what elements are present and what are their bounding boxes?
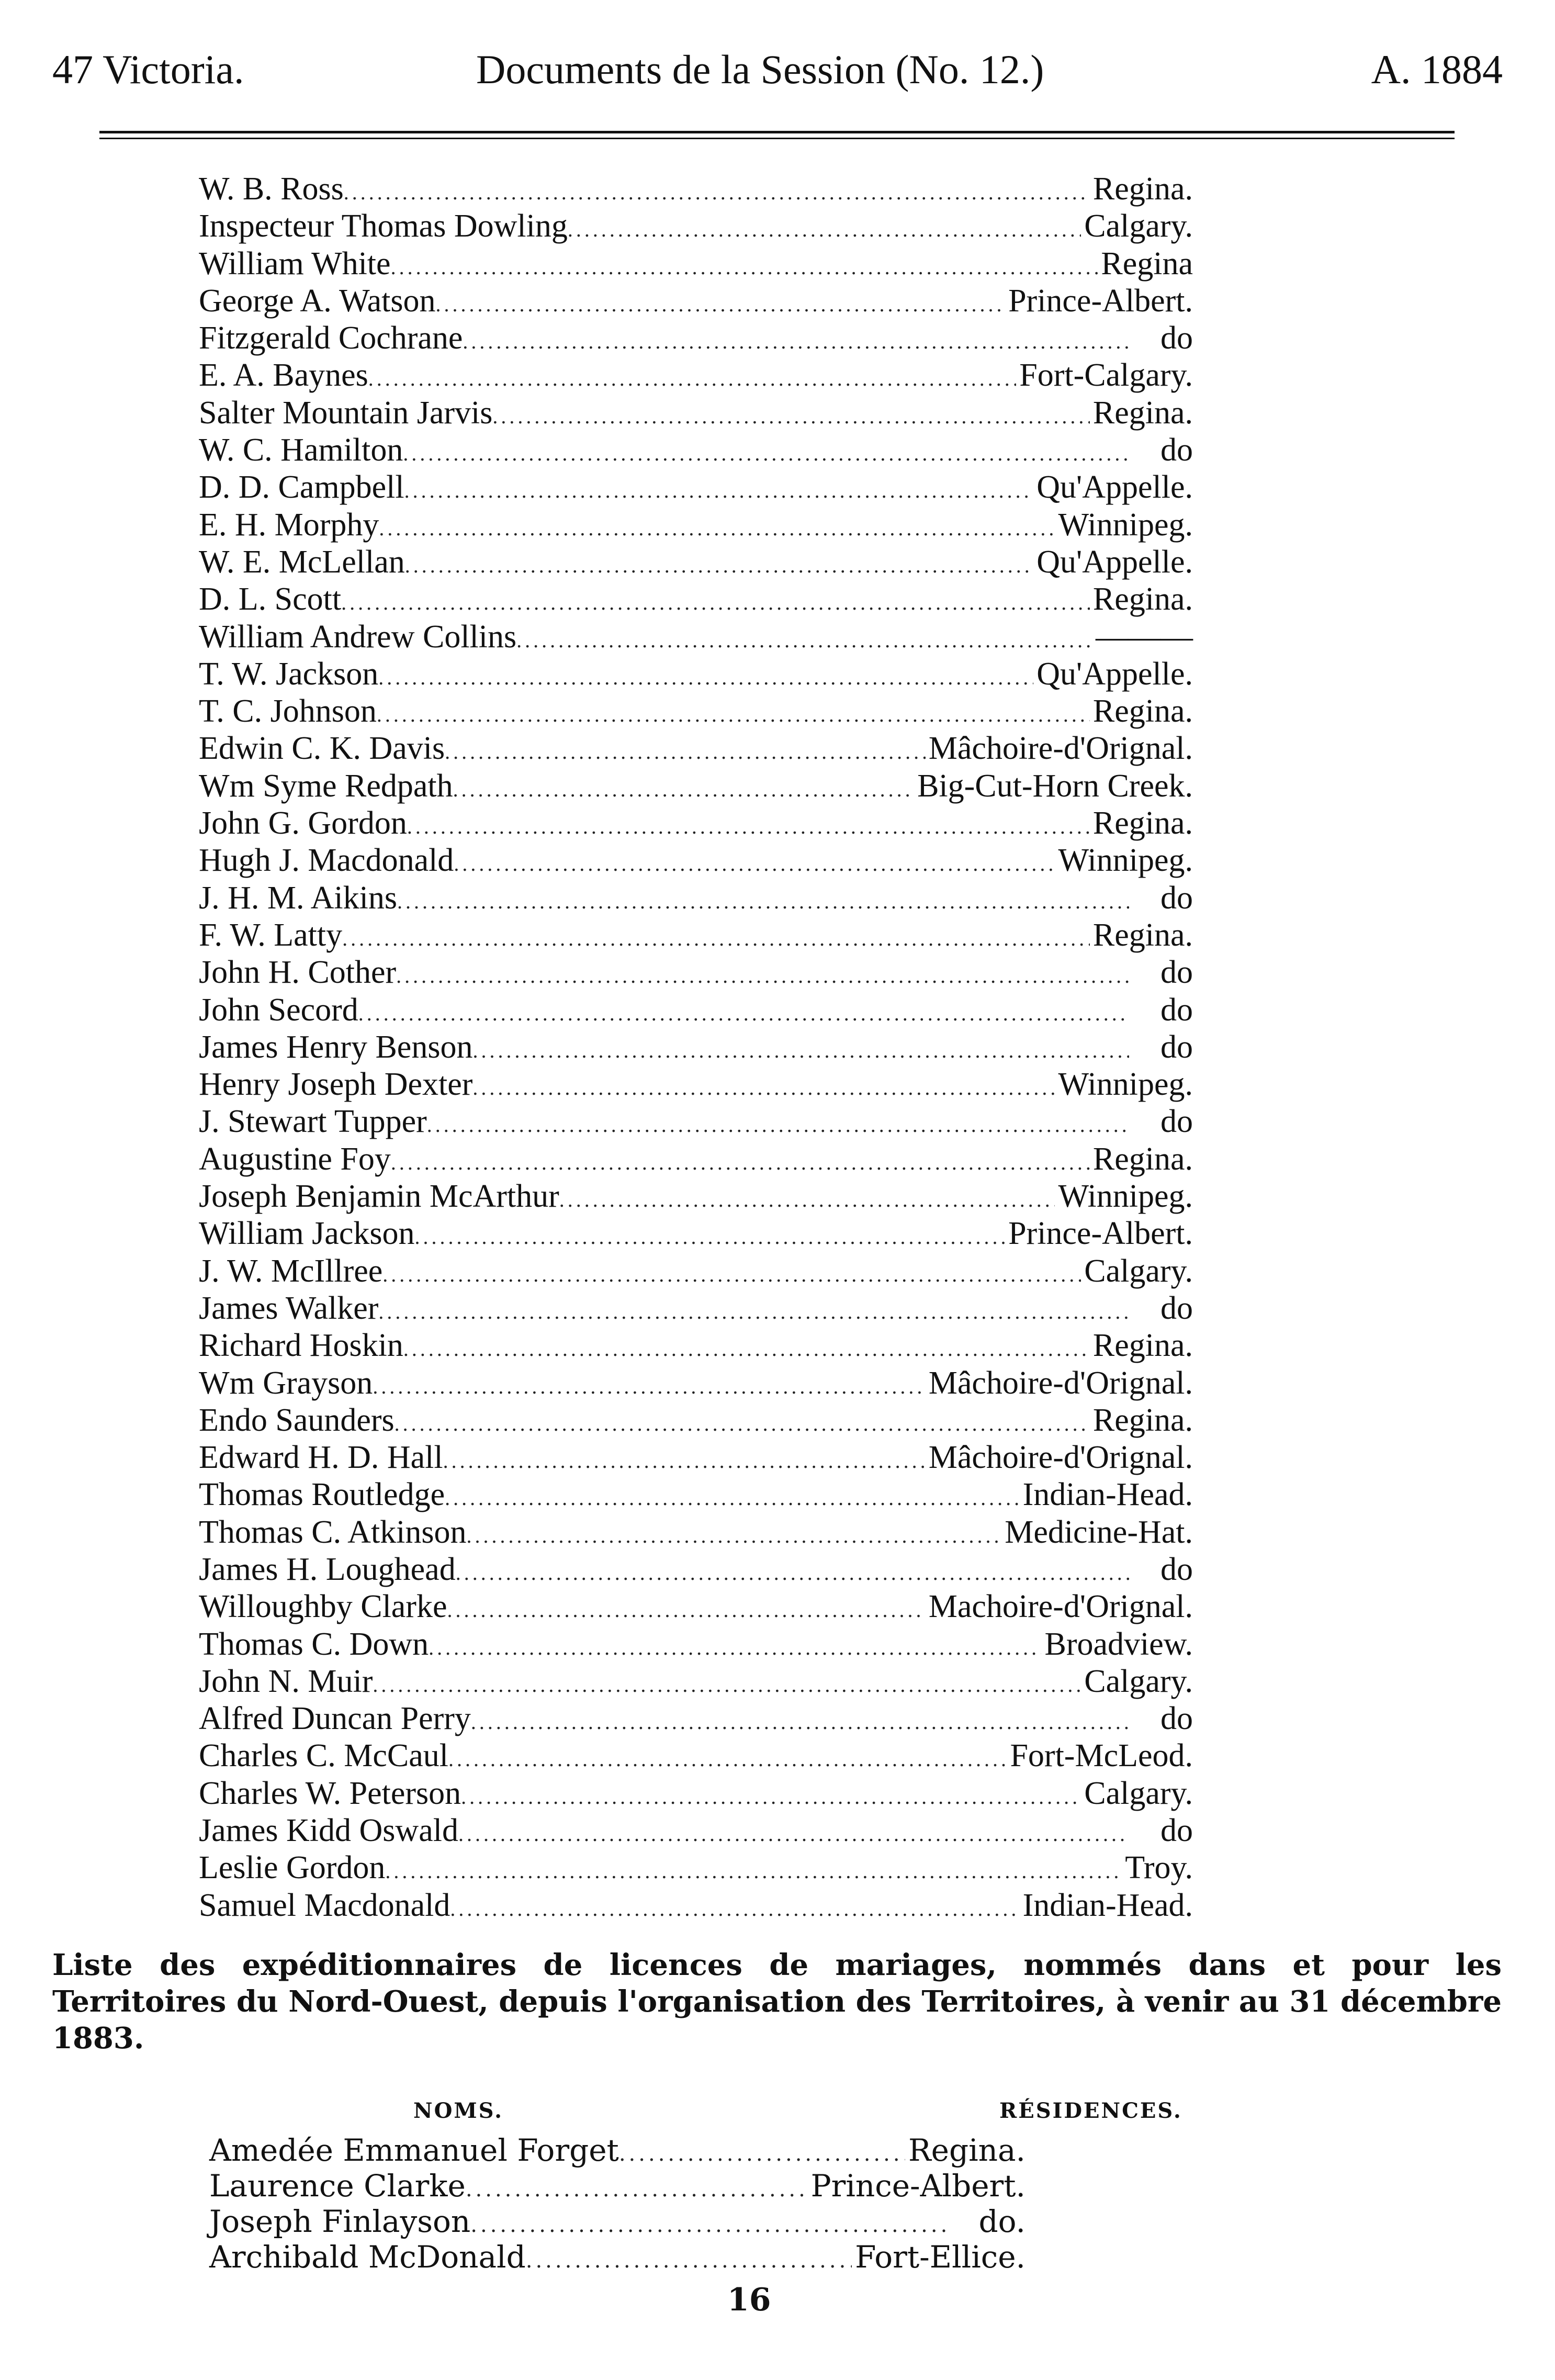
dot-leader — [463, 323, 1129, 360]
list-item — [199, 1327, 1193, 1364]
list-item — [199, 1066, 1193, 1103]
entry-name: John N. Muir — [199, 1663, 373, 1699]
entry-name: Samuel Macdonald — [199, 1887, 450, 1923]
list-item — [199, 1663, 1193, 1700]
entry-residence: ——— — [1096, 619, 1193, 655]
list-item — [199, 1626, 1193, 1663]
dot-leader — [379, 510, 1055, 547]
list-item — [199, 1551, 1193, 1588]
list-item — [199, 1514, 1193, 1551]
list-item — [199, 432, 1193, 469]
list-item — [199, 1253, 1193, 1290]
dot-leader — [516, 622, 1092, 659]
entry-residence: Winnipeg. — [1058, 1066, 1193, 1103]
dot-leader — [377, 696, 1090, 733]
dot-leader — [396, 957, 1129, 994]
list-item — [199, 1215, 1193, 1252]
entry-residence: do — [1160, 992, 1193, 1028]
entry-name: William Jackson — [199, 1216, 415, 1252]
header-rule — [99, 131, 1455, 133]
list-item — [199, 656, 1193, 693]
entry-residence: do — [1160, 1029, 1193, 1065]
entry-name: William Andrew Collins — [199, 619, 517, 655]
entry-residence: Calgary. — [1084, 1775, 1193, 1811]
list-item — [199, 581, 1193, 618]
list-item — [199, 1476, 1193, 1513]
entry-name: George A. Watson — [199, 283, 436, 319]
list-item — [199, 1029, 1193, 1066]
dot-leader — [378, 659, 1033, 696]
dot-leader — [619, 2136, 905, 2172]
list-item — [199, 1737, 1193, 1775]
issuer-list — [209, 2132, 1026, 2275]
entry-residence: do. — [978, 2204, 1026, 2239]
entry-residence: do — [1160, 955, 1193, 991]
entry-residence: do — [1160, 320, 1193, 356]
entry-residence: Winnipeg. — [1058, 507, 1193, 543]
list-item — [199, 245, 1193, 283]
entry-residence: Regina. — [1092, 805, 1193, 841]
entry-residence: Fort-Ellice. — [855, 2239, 1026, 2275]
list-item — [199, 693, 1193, 730]
list-item — [199, 1439, 1193, 1476]
entry-residence: do — [1160, 1551, 1193, 1587]
entry-residence: Qu'Appelle. — [1036, 469, 1193, 506]
dot-leader — [385, 1853, 1122, 1890]
entry-residence: do — [1160, 1701, 1193, 1737]
entry-residence: do — [1160, 880, 1193, 916]
dot-leader — [471, 1703, 1129, 1741]
dot-leader — [429, 1629, 1041, 1666]
dot-leader — [453, 771, 914, 808]
entry-residence: Mâchoire-d'Orignal. — [928, 731, 1193, 767]
dot-leader — [458, 1815, 1129, 1853]
dot-leader — [405, 547, 1034, 584]
entry-name: Henry Joseph Dexter — [199, 1066, 473, 1103]
entry-residence: Regina. — [1092, 1328, 1193, 1364]
list-item — [199, 1141, 1193, 1178]
dot-leader — [456, 1554, 1129, 1591]
entry-residence: Calgary. — [1084, 1253, 1193, 1289]
entry-residence: Troy. — [1125, 1850, 1193, 1886]
dot-leader — [344, 174, 1090, 211]
dot-leader — [382, 1256, 1081, 1293]
entry-residence: Regina. — [1092, 917, 1193, 953]
entry-name: D. D. Campbell — [199, 469, 404, 506]
dot-leader — [373, 1368, 925, 1405]
entry-name: D. L. Scott — [199, 581, 342, 618]
entry-residence: Fort-McLeod. — [1010, 1738, 1193, 1774]
entry-residence: Regina. — [1092, 581, 1193, 618]
entry-name: Charles W. Peterson — [199, 1775, 461, 1811]
entry-name: James H. Loughead — [199, 1551, 456, 1587]
dot-leader — [403, 1330, 1090, 1367]
entry-name: J. H. M. Aikins — [199, 880, 397, 916]
list-item — [199, 730, 1193, 767]
dot-leader — [472, 1032, 1129, 1069]
entry-residence: do — [1160, 432, 1193, 468]
list-item — [199, 768, 1193, 805]
entry-name: Thomas Routledge — [199, 1477, 445, 1513]
entry-name: Fitzgerald Cochrane — [199, 320, 463, 356]
dot-leader — [358, 995, 1129, 1032]
entry-name: T. W. Jackson — [199, 656, 379, 692]
dot-leader — [445, 1479, 1020, 1517]
entry-residence: Indian-Head. — [1022, 1477, 1193, 1513]
entry-name: Endo Saunders — [199, 1402, 395, 1438]
entry-name: E. H. Morphy — [199, 507, 379, 543]
entry-name: Joseph Benjamin McArthur — [199, 1178, 559, 1215]
dot-leader — [443, 1442, 926, 1479]
entry-residence: Qu'Appelle. — [1036, 544, 1193, 580]
entry-name: Salter Mountain Jarvis — [199, 395, 493, 431]
header-left: 47 Victoria. — [52, 47, 244, 92]
list-item — [199, 954, 1193, 991]
dot-leader — [436, 286, 1006, 323]
list-item — [199, 1365, 1193, 1402]
entry-name: James Henry Benson — [199, 1029, 473, 1065]
entry-name: Hugh J. Macdonald — [199, 843, 454, 879]
entry-name: James Walker — [199, 1290, 379, 1326]
dot-leader — [404, 472, 1034, 509]
entry-name: Wm Grayson — [199, 1365, 373, 1401]
entry-name: W. B. Ross — [199, 171, 344, 207]
dot-leader — [448, 1741, 1007, 1778]
dot-leader — [467, 1517, 1002, 1554]
list-item — [209, 2239, 1026, 2275]
list-item — [199, 395, 1193, 432]
entry-residence: Regina. — [1092, 171, 1193, 207]
header-rule-thin — [99, 138, 1455, 139]
dot-leader — [403, 435, 1129, 472]
dot-leader — [445, 733, 926, 770]
list-item — [199, 917, 1193, 954]
list-item — [199, 1812, 1193, 1849]
entry-name: J. W. McIllree — [199, 1253, 383, 1289]
entry-name: W. E. McLellan — [199, 544, 405, 580]
list-item — [199, 208, 1193, 245]
entry-name: John H. Cother — [199, 955, 397, 991]
entry-name: Alfred Duncan Perry — [199, 1701, 471, 1737]
dot-leader — [378, 1293, 1129, 1330]
entry-name: Edward H. D. Hall — [199, 1440, 443, 1476]
dot-leader — [373, 1666, 1081, 1703]
entry-name: Amedée Emmanuel Forget — [209, 2132, 619, 2168]
entry-name: John G. Gordon — [199, 805, 407, 841]
list-item — [199, 1178, 1193, 1215]
page-number: 16 — [727, 2282, 771, 2318]
dot-leader — [341, 584, 1090, 621]
entry-name: John Secord — [199, 992, 358, 1028]
entry-residence: Machoire-d'Orignal. — [928, 1589, 1193, 1625]
list-item — [209, 2168, 1026, 2204]
entry-residence: Calgary. — [1084, 208, 1193, 244]
entry-residence: Prince-Albert. — [1008, 283, 1193, 319]
dot-leader — [492, 398, 1090, 435]
entry-name: Charles C. McCaul — [199, 1738, 448, 1774]
dot-leader — [391, 1144, 1090, 1181]
entry-name: Leslie Gordon — [199, 1850, 386, 1886]
entry-name: E. A. Baynes — [199, 357, 368, 394]
dot-leader — [526, 2243, 852, 2278]
list-item — [199, 1103, 1193, 1140]
dot-leader — [368, 360, 1017, 397]
column-header-residences: RÉSIDENCES. — [999, 2098, 1182, 2123]
dot-leader — [391, 249, 1098, 286]
entry-name: Edwin C. K. Davis — [199, 731, 445, 767]
entry-residence: do — [1160, 1104, 1193, 1140]
list-item — [199, 619, 1193, 656]
entry-name: Willoughby Clarke — [199, 1589, 447, 1625]
dot-leader — [395, 1405, 1090, 1442]
entry-name: Joseph Finlayson — [209, 2204, 471, 2239]
entry-name: J. Stewart Tupper — [199, 1104, 427, 1140]
entry-residence: do — [1160, 1290, 1193, 1326]
list-item — [199, 805, 1193, 842]
entry-residence: do — [1160, 1813, 1193, 1849]
entry-residence: Winnipeg. — [1058, 843, 1193, 879]
entry-name: Thomas C. Down — [199, 1626, 429, 1662]
dot-leader — [450, 1890, 1019, 1927]
dot-leader — [466, 2172, 808, 2207]
entry-name: Laurence Clarke — [209, 2168, 466, 2204]
entry-name: T. C. Johnson — [199, 693, 377, 729]
entry-residence: Calgary. — [1084, 1663, 1193, 1699]
dot-leader — [559, 1181, 1055, 1218]
entry-name: Wm Syme Redpath — [199, 768, 453, 804]
dot-leader — [447, 1591, 925, 1629]
list-item — [199, 842, 1193, 879]
entry-residence: Regina. — [908, 2132, 1026, 2168]
dot-leader — [454, 845, 1055, 882]
entry-residence: Regina. — [1092, 1141, 1193, 1177]
entry-residence: Medicine-Hat. — [1005, 1514, 1193, 1550]
list-item — [199, 544, 1193, 581]
list-item — [199, 1290, 1193, 1327]
entry-residence: Winnipeg. — [1058, 1178, 1193, 1215]
dot-leader — [568, 211, 1081, 248]
list-item — [199, 469, 1193, 506]
list-item — [199, 357, 1193, 394]
list-item — [199, 507, 1193, 544]
entry-residence: Prince-Albert. — [810, 2168, 1026, 2204]
list-item — [199, 1849, 1193, 1887]
dot-leader — [414, 1218, 1005, 1255]
dot-leader — [342, 920, 1090, 957]
entry-residence: Fort-Calgary. — [1019, 357, 1193, 394]
list-item — [199, 1775, 1193, 1812]
section-caption: Liste des expéditionnaires de licences de mariages, nommés dans et pour les Territoires du Nord-Ouest, depuis l'organisation des Territoires, à venir au 31 décembre 1883. — [52, 1948, 1502, 2056]
entry-residence: Broadview. — [1044, 1626, 1193, 1662]
list-item — [199, 283, 1193, 320]
entry-residence: Prince-Albert. — [1008, 1216, 1193, 1252]
entry-residence: Qu'Appelle. — [1036, 656, 1193, 692]
list-item — [199, 1887, 1193, 1924]
list-item — [199, 320, 1193, 357]
dot-leader — [397, 883, 1129, 920]
entry-name: W. C. Hamilton — [199, 432, 403, 468]
entry-residence: Indian-Head. — [1022, 1887, 1193, 1923]
entry-name: Archibald McDonald — [209, 2239, 526, 2275]
list-item — [199, 1588, 1193, 1625]
entry-residence: Regina. — [1092, 1402, 1193, 1438]
list-item — [199, 992, 1193, 1029]
entry-residence: Mâchoire-d'Orignal. — [928, 1440, 1193, 1476]
entry-name: Richard Hoskin — [199, 1328, 403, 1364]
dot-leader — [470, 2207, 947, 2243]
officer-list — [199, 171, 1193, 1924]
list-item — [199, 1402, 1193, 1439]
list-item — [199, 171, 1193, 208]
dot-leader — [427, 1106, 1129, 1143]
header-right: A. 1884 — [1371, 47, 1503, 92]
dot-leader — [461, 1778, 1081, 1815]
entry-residence: Mâchoire-d'Orignal. — [928, 1365, 1193, 1401]
list-item — [209, 2204, 1026, 2239]
list-item — [199, 1700, 1193, 1737]
entry-name: F. W. Latty — [199, 917, 343, 953]
entry-residence: Big-Cut-Horn Creek. — [917, 768, 1193, 804]
column-header-names: NOMS. — [413, 2098, 504, 2123]
entry-name: Augustine Foy — [199, 1141, 391, 1177]
entry-name: Thomas C. Atkinson — [199, 1514, 467, 1550]
entry-residence: Regina. — [1092, 693, 1193, 729]
header-center: Documents de la Session (No. 12.) — [476, 47, 1044, 92]
entry-residence: Regina. — [1092, 395, 1193, 431]
entry-name: William White — [199, 245, 391, 282]
dot-leader — [407, 808, 1090, 845]
list-item — [209, 2132, 1026, 2168]
dot-leader — [472, 1069, 1055, 1106]
entry-name: James Kidd Oswald — [199, 1813, 458, 1849]
page-header — [52, 46, 1503, 93]
entry-name: Inspecteur Thomas Dowling — [199, 208, 568, 244]
list-item — [199, 880, 1193, 917]
entry-residence: Regina — [1101, 245, 1193, 282]
